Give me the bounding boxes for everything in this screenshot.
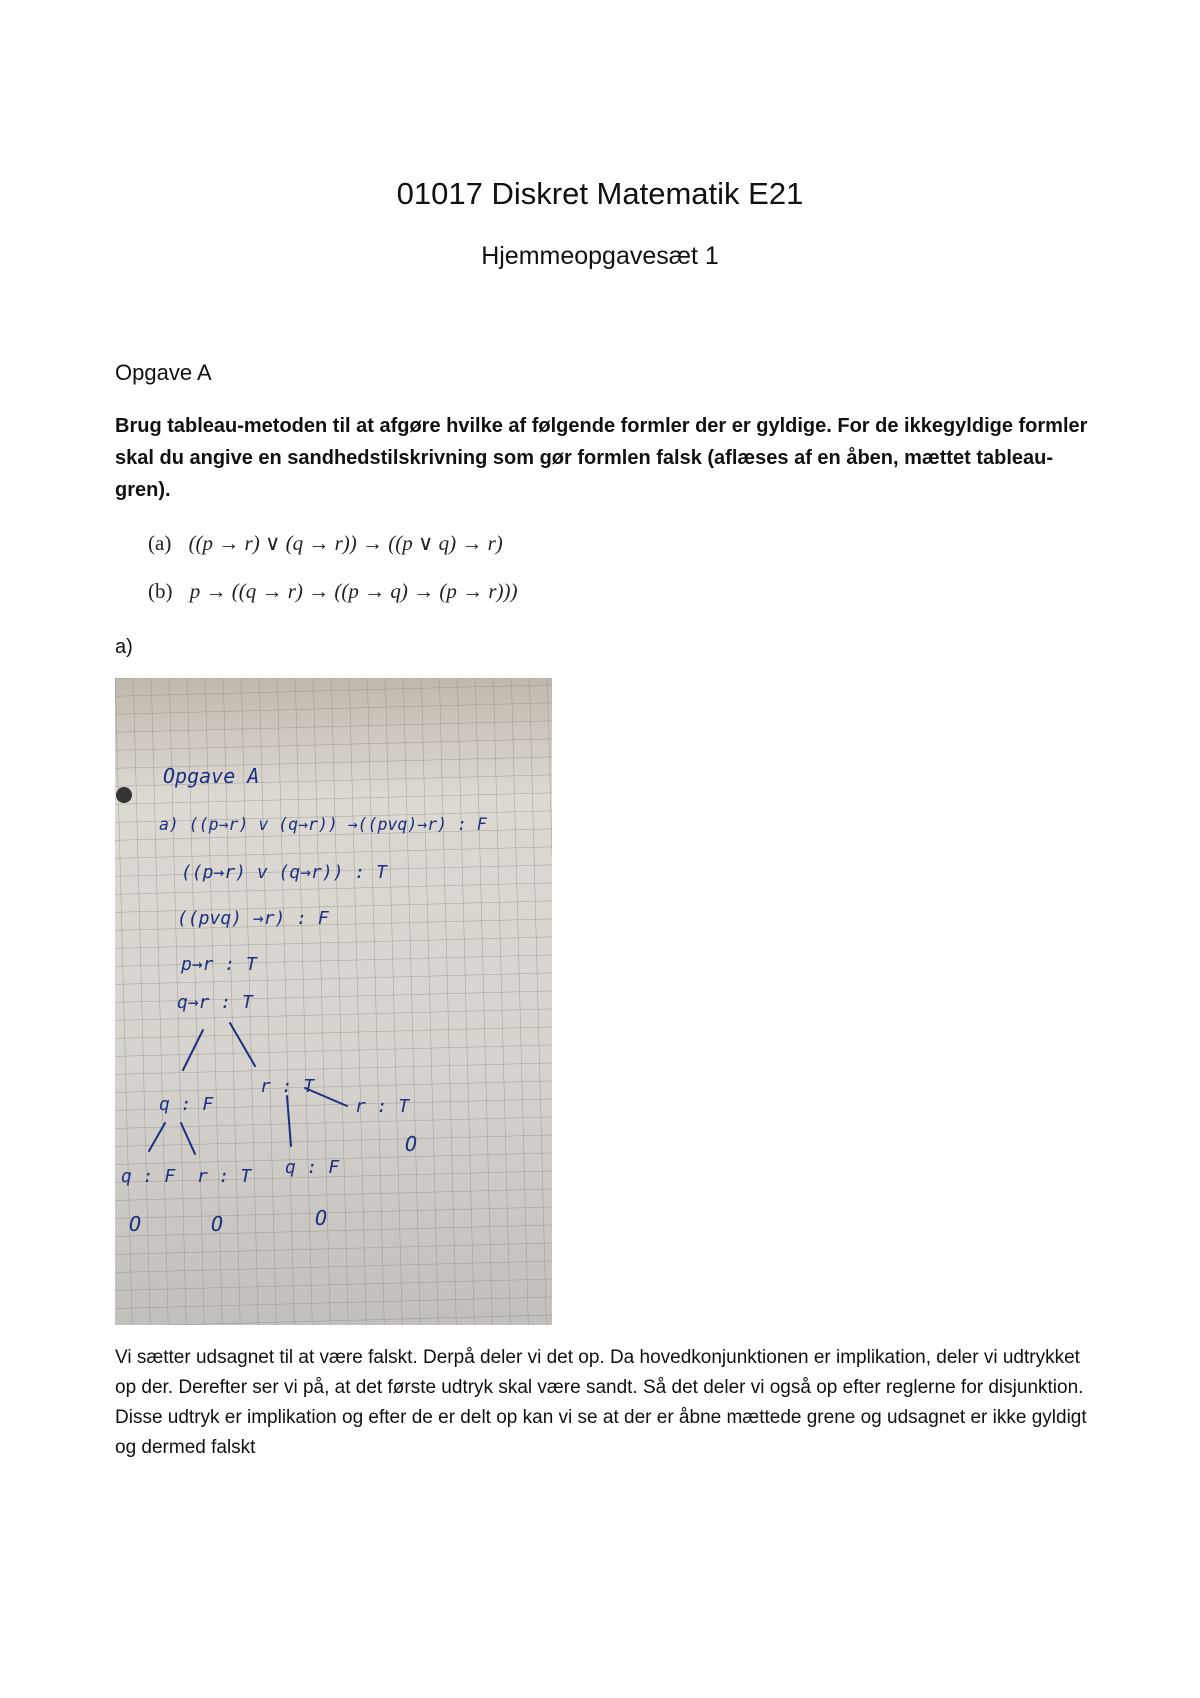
formula-a-expression: ((p → r) ∨ (q → r)) → ((p ∨ q) → r) — [188, 531, 503, 555]
handwritten-open-mark-1: O — [405, 1132, 418, 1156]
handwritten-node-3: r : T — [355, 1096, 410, 1117]
handwritten-node-1: q : F — [159, 1094, 214, 1115]
handwritten-node-5: r : T — [197, 1166, 252, 1187]
formula-b — [148, 579, 518, 604]
part-a-label: a) — [115, 636, 133, 658]
formula-b-expression: p → ((q → r) → ((p → q) → (p → r))) — [189, 579, 518, 603]
handwritten-line-4: p→r : T — [181, 954, 257, 975]
formula-b-label: (b) — [148, 579, 173, 603]
punch-hole — [116, 787, 132, 803]
document-subtitle: Hjemmeopgavesæt 1 — [481, 242, 719, 270]
document-title: 01017 Diskret Matematik E21 — [396, 176, 804, 211]
handwritten-open-mark-3: O — [211, 1212, 224, 1236]
handwritten-heading: Opgave A — [163, 764, 260, 788]
section-heading: Opgave A — [115, 360, 212, 385]
explanation-text: Vi sætter udsagnet til at være falskt. Derpå deler vi det op. Da hovedkonjunktionen er implikation, deler vi udtrykket op der. Derefter ser vi på, at det første udtryk skal være sandt. Så det deler vi også op efter reglerne for disjunktion. Disse udtryk er implikation og efter de er delt op kan vi se at der er åbne mættede grene og udsagnet er ikke gyldigt og dermed falskt — [115, 1347, 1087, 1458]
handwritten-line-3: ((pvq) →r) : F — [177, 908, 329, 929]
handwritten-open-mark-4: O — [315, 1206, 328, 1230]
task-description: Brug tableau-metoden til at afgøre hvilke af følgende formler der er gyldige. For de ikkegyldige formler skal du angive en sandhedstilskrivning som gør formlen falsk (aflæses af en åben, mættet tableau-gren). — [115, 415, 1088, 501]
formula-a-label: (a) — [148, 531, 172, 555]
handwritten-node-6: q : F — [285, 1157, 340, 1178]
formula-a — [148, 531, 503, 556]
handwritten-line-1: a) ((p→r) v (q→r)) →((pvq)→r) : F — [159, 815, 487, 834]
handwritten-tableau-photo — [115, 678, 552, 1325]
handwritten-open-mark-2: O — [129, 1212, 142, 1236]
handwritten-line-5: q→r : T — [177, 992, 253, 1013]
handwritten-node-4: q : F — [121, 1166, 176, 1187]
handwritten-node-2: r : T — [260, 1076, 315, 1097]
handwritten-line-2: ((p→r) v (q→r)) : T — [181, 862, 387, 883]
